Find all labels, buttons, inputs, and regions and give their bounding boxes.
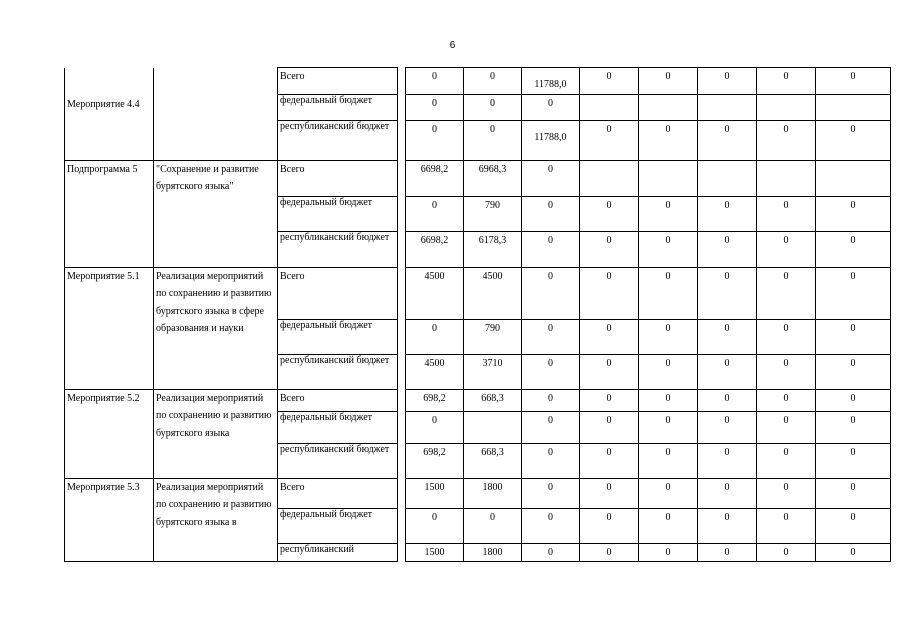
value-cell: 0: [639, 231, 698, 267]
value-cell: 0: [698, 478, 757, 508]
table-row: [65, 389, 891, 411]
value-cell: 0: [639, 68, 698, 95]
value-cell: 0: [639, 508, 698, 543]
item-name: Подпрограмма 5: [67, 163, 138, 175]
item-description-cell: [154, 68, 278, 161]
value-cell: 0: [698, 68, 757, 95]
value-cell: 11788,0: [522, 120, 580, 160]
value-cell: 0: [757, 196, 816, 231]
value-cell: 0: [522, 94, 580, 120]
value-cell: 0: [639, 267, 698, 319]
item-description: Реализация мероприятий по сохранению и развитию бурятского языка в: [156, 481, 272, 528]
value-cell: 0: [580, 411, 639, 443]
item-description: Реализация мероприятий по сохранению и развитию бурятского языка: [156, 392, 272, 439]
value-cell: 0: [698, 508, 757, 543]
value-cell: 0: [757, 443, 816, 478]
value-cell: 0: [816, 231, 891, 267]
value-cell: 0: [757, 389, 816, 411]
funding-source: республиканский бюджет: [278, 120, 398, 160]
value-cell: 0: [816, 508, 891, 543]
value-cell: 0: [639, 354, 698, 389]
value-cell: 668,3: [464, 389, 522, 411]
item-description-cell: [154, 160, 278, 267]
value-cell: 11788,0: [522, 68, 580, 95]
value-cell: 0: [639, 443, 698, 478]
item-name: Мероприятие 5.1: [67, 270, 140, 282]
value-cell: 0: [522, 443, 580, 478]
value-cell: 0: [816, 319, 891, 354]
value-cell: 0: [522, 478, 580, 508]
column-spacer: [398, 94, 406, 120]
value-cell: 0: [639, 389, 698, 411]
column-spacer: [398, 508, 406, 543]
item-name: Мероприятие 4.4: [67, 98, 140, 110]
value-cell: 0: [580, 319, 639, 354]
column-spacer: [398, 354, 406, 389]
value-cell: 0: [639, 120, 698, 160]
value-cell: [464, 411, 522, 443]
value-cell: 0: [406, 196, 464, 231]
value-cell: 1800: [464, 543, 522, 562]
value-cell: 0: [816, 120, 891, 160]
value-cell: 0: [816, 389, 891, 411]
value-cell: [580, 160, 639, 196]
value-cell: 0: [816, 443, 891, 478]
value-cell: 698,2: [406, 389, 464, 411]
value-cell: [757, 160, 816, 196]
value-cell: 0: [816, 267, 891, 319]
funding-source: республиканский бюджет: [278, 443, 398, 478]
column-spacer: [398, 120, 406, 160]
value-cell: [816, 160, 891, 196]
funding-source: Всего: [278, 478, 398, 508]
value-cell: 0: [698, 543, 757, 562]
value-cell: 1800: [464, 478, 522, 508]
value-cell: 0: [522, 319, 580, 354]
value-cell: 0: [757, 231, 816, 267]
value-cell: 0: [522, 160, 580, 196]
value-cell: 0: [406, 319, 464, 354]
funding-source: федеральный бюджет: [278, 196, 398, 231]
funding-source: республиканский бюджет: [278, 354, 398, 389]
value-cell: 0: [757, 319, 816, 354]
item-name-cell: [65, 267, 154, 389]
value-cell: 0: [698, 196, 757, 231]
value-cell: 0: [816, 411, 891, 443]
item-name: Мероприятие 5.2: [67, 392, 140, 404]
item-description-cell: [154, 267, 278, 389]
table-row: [65, 160, 891, 196]
value-cell: 0: [522, 389, 580, 411]
value-cell: 0: [580, 354, 639, 389]
value-cell: 0: [816, 68, 891, 95]
value-cell: 698,2: [406, 443, 464, 478]
value-cell: 6178,3: [464, 231, 522, 267]
value-cell: 0: [580, 543, 639, 562]
value-cell: 0: [580, 443, 639, 478]
value-cell: 4500: [406, 267, 464, 319]
value-cell: 0: [580, 231, 639, 267]
value-cell: 0: [522, 543, 580, 562]
value-cell: 0: [757, 267, 816, 319]
value-cell: 0: [522, 411, 580, 443]
value-cell: 0: [757, 354, 816, 389]
table-row: [65, 478, 891, 508]
value-cell: 0: [522, 354, 580, 389]
funding-source: Всего: [278, 389, 398, 411]
funding-source: федеральный бюджет: [278, 94, 398, 120]
item-name: Мероприятие 5.3: [67, 481, 140, 493]
value-cell: 0: [698, 443, 757, 478]
item-description-cell: [154, 478, 278, 562]
value-cell: 0: [757, 120, 816, 160]
value-cell: [698, 94, 757, 120]
column-spacer: [398, 319, 406, 354]
page-number: 6: [449, 40, 456, 51]
value-cell: 0: [522, 196, 580, 231]
value-cell: 0: [816, 543, 891, 562]
item-name-cell: [65, 478, 154, 562]
funding-source: республиканский бюджет: [278, 231, 398, 267]
value-cell: 1500: [406, 543, 464, 562]
item-description: Реализация мероприятий по сохранению и развитию бурятского языка в сфере образования и науки: [156, 270, 272, 335]
table-row: [65, 267, 891, 319]
value-cell: 0: [464, 120, 522, 160]
column-spacer: [398, 267, 406, 319]
value-cell: 0: [580, 120, 639, 160]
value-cell: 0: [816, 478, 891, 508]
value-cell: [816, 94, 891, 120]
value-cell: 0: [406, 120, 464, 160]
value-cell: 0: [639, 478, 698, 508]
value-cell: [698, 160, 757, 196]
value-cell: 0: [698, 411, 757, 443]
value-cell: 0: [698, 354, 757, 389]
item-name-cell: [65, 160, 154, 267]
value-cell: 0: [580, 196, 639, 231]
value-cell: 1500: [406, 478, 464, 508]
value-cell: [639, 160, 698, 196]
column-spacer: [398, 411, 406, 443]
column-spacer: [398, 196, 406, 231]
value-cell: 0: [757, 411, 816, 443]
value-cell: 0: [816, 196, 891, 231]
funding-source: Всего: [278, 160, 398, 196]
funding-source: Всего: [278, 68, 398, 95]
value-cell: 0: [580, 267, 639, 319]
funding-source: федеральный бюджет: [278, 411, 398, 443]
value-cell: 0: [406, 94, 464, 120]
value-cell: [639, 94, 698, 120]
value-cell: 0: [639, 196, 698, 231]
item-description: "Сохранение и развитие бурятского языка": [156, 163, 259, 193]
value-cell: 0: [639, 319, 698, 354]
value-cell: 0: [698, 120, 757, 160]
column-spacer: [398, 543, 406, 562]
value-cell: 6968,3: [464, 160, 522, 196]
value-cell: 0: [816, 354, 891, 389]
value-cell: 0: [522, 508, 580, 543]
value-cell: 0: [406, 508, 464, 543]
value-cell: 4500: [464, 267, 522, 319]
value-cell: 0: [639, 411, 698, 443]
funding-source: республиканский: [278, 543, 398, 562]
value-cell: 0: [757, 478, 816, 508]
value-cell: 3710: [464, 354, 522, 389]
column-spacer: [398, 231, 406, 267]
value-cell: 0: [698, 319, 757, 354]
item-description-cell: [154, 389, 278, 478]
item-name-cell: [65, 389, 154, 478]
value-cell: 0: [580, 68, 639, 95]
value-cell: 0: [522, 267, 580, 319]
value-cell: 668,3: [464, 443, 522, 478]
value-cell: 0: [580, 478, 639, 508]
value-cell: 0: [757, 543, 816, 562]
table-row: [65, 68, 891, 95]
value-cell: 0: [464, 68, 522, 95]
column-spacer: [398, 68, 406, 95]
value-cell: 0: [757, 68, 816, 95]
value-cell: 0: [406, 411, 464, 443]
column-spacer: [398, 160, 406, 196]
value-cell: 0: [698, 231, 757, 267]
item-name-cell: [65, 68, 154, 161]
value-cell: 0: [757, 508, 816, 543]
value-cell: 4500: [406, 354, 464, 389]
value-cell: [757, 94, 816, 120]
value-cell: 6698,2: [406, 160, 464, 196]
value-cell: 0: [698, 267, 757, 319]
value-cell: 0: [464, 94, 522, 120]
value-cell: 790: [464, 319, 522, 354]
value-cell: 0: [406, 68, 464, 95]
value-cell: [580, 94, 639, 120]
value-cell: 790: [464, 196, 522, 231]
funding-source: федеральный бюджет: [278, 508, 398, 543]
column-spacer: [398, 443, 406, 478]
value-cell: 0: [580, 389, 639, 411]
budget-table: [64, 67, 891, 562]
value-cell: 0: [464, 508, 522, 543]
funding-source: федеральный бюджет: [278, 319, 398, 354]
value-cell: 0: [580, 508, 639, 543]
column-spacer: [398, 389, 406, 411]
value-cell: 0: [522, 231, 580, 267]
column-spacer: [398, 478, 406, 508]
value-cell: 6698,2: [406, 231, 464, 267]
funding-source: Всего: [278, 267, 398, 319]
value-cell: 0: [698, 389, 757, 411]
value-cell: 0: [639, 543, 698, 562]
